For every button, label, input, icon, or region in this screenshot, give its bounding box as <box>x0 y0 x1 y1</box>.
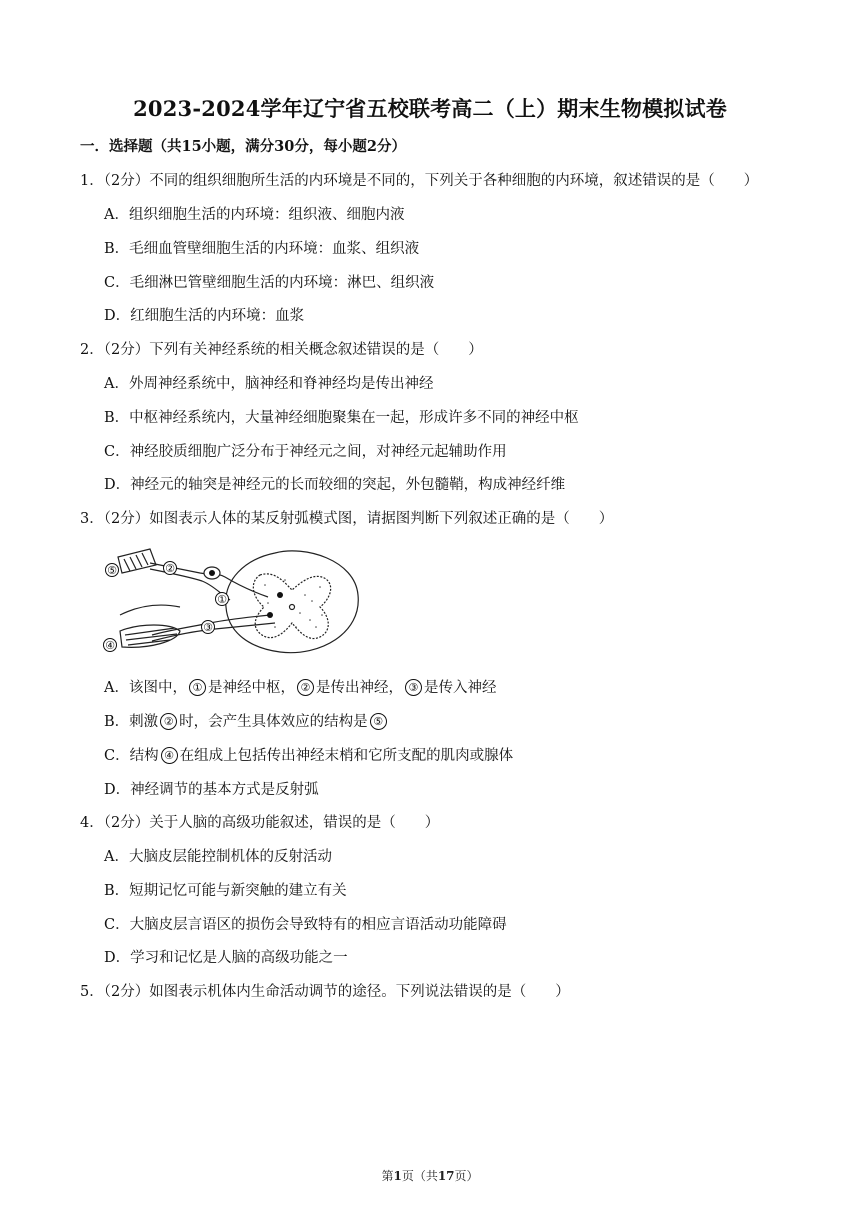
reflex-arc-figure <box>100 535 365 660</box>
question-4-option-a: A．大脑皮层能控制机体的反射活动 <box>104 849 332 865</box>
circled-number: ① <box>189 679 206 696</box>
question-3-option-d: D．神经调节的基本方式是反射弧 <box>104 782 319 798</box>
question-3-option-b <box>104 710 389 731</box>
option-text: 时，会产生具体效应的结构是 <box>179 714 368 730</box>
question-1-option-a: A．组织细胞生活的内环境：组织液、细胞内液 <box>104 207 405 223</box>
fig-label-2: ② <box>165 562 175 575</box>
footer-text: 页（共 <box>401 1169 438 1183</box>
footer-text: 第 <box>381 1169 394 1183</box>
circled-number: ⑤ <box>370 713 387 730</box>
question-2-option-d: D．神经元的轴突是神经元的长而较细的突起，外包髓鞘，构成神经纤维 <box>104 477 566 493</box>
question-5-stem: 5．（2分）如图表示机体内生命活动调节的途径。下列说法错误的是（ ） <box>80 984 570 1000</box>
footer-text: 页） <box>454 1169 479 1183</box>
page-total: 17 <box>437 1169 455 1183</box>
section-heading: 一．选择题（共15小题，满分30分，每小题2分） <box>80 138 406 155</box>
question-1-stem: 1．（2分）不同的组织细胞所生活的内环境是不同的，下列关于各种细胞的内环境，叙述错误的是（ ） <box>80 173 759 189</box>
question-4-option-b: B．短期记忆可能与新突触的建立有关 <box>104 883 347 899</box>
fig-label-4: ④ <box>105 639 115 652</box>
question-2-option-a: A．外周神经系统中，脑神经和脊神经均是传出神经 <box>104 376 434 392</box>
option-text: C．结构 <box>104 748 159 764</box>
page-number: 1 <box>393 1169 402 1183</box>
question-1-option-d: D．红细胞生活的内环境：血浆 <box>104 308 305 324</box>
page-title: 2023-2024学年辽宁省五校联考高二（上）期末生物模拟试卷 <box>133 96 727 121</box>
option-text: 是神经中枢， <box>207 680 295 696</box>
page-footer <box>0 1167 860 1184</box>
question-1-option-b: B．毛细血管壁细胞生活的内环境：血浆、组织液 <box>104 241 420 257</box>
reflex-arc-diagram <box>100 535 365 660</box>
option-text: A．该图中， <box>104 680 187 696</box>
fig-label-3: ③ <box>203 621 213 634</box>
circled-number: ④ <box>161 747 178 764</box>
question-4-stem: 4．（2分）关于人脑的高级功能叙述，错误的是（ ） <box>80 815 440 831</box>
circled-number: ② <box>160 713 177 730</box>
fig-label-1: ① <box>217 593 227 606</box>
question-4-option-c: C．大脑皮层言语区的损伤会导致特有的相应言语活动功能障碍 <box>104 917 507 933</box>
question-2-stem: 2．（2分）下列有关神经系统的相关概念叙述错误的是（ ） <box>80 342 483 358</box>
question-3-stem: 3．（2分）如图表示人体的某反射弧模式图，请据图判断下列叙述正确的是（ ） <box>80 511 614 527</box>
circled-number: ② <box>297 679 314 696</box>
option-text: 是传入神经 <box>423 680 497 696</box>
question-2-option-b: B．中枢神经系统内，大量神经细胞聚集在一起，形成许多不同的神经中枢 <box>104 410 579 426</box>
question-1-option-c: C．毛细淋巴管壁细胞生活的内环境：淋巴、组织液 <box>104 275 435 291</box>
question-3-option-a <box>104 676 496 697</box>
fig-label-5: ⑤ <box>107 564 117 577</box>
option-text: B．刺激 <box>104 714 159 730</box>
question-2-option-c: C．神经胶质细胞广泛分布于神经元之间，对神经元起辅助作用 <box>104 444 507 460</box>
question-3-option-c <box>104 744 513 765</box>
option-text: 在组成上包括传出神经末梢和它所支配的肌肉或腺体 <box>179 748 514 764</box>
option-text: 是传出神经， <box>315 680 403 696</box>
circled-number: ③ <box>405 679 422 696</box>
question-4-option-d: D．学习和记忆是人脑的高级功能之一 <box>104 950 348 966</box>
